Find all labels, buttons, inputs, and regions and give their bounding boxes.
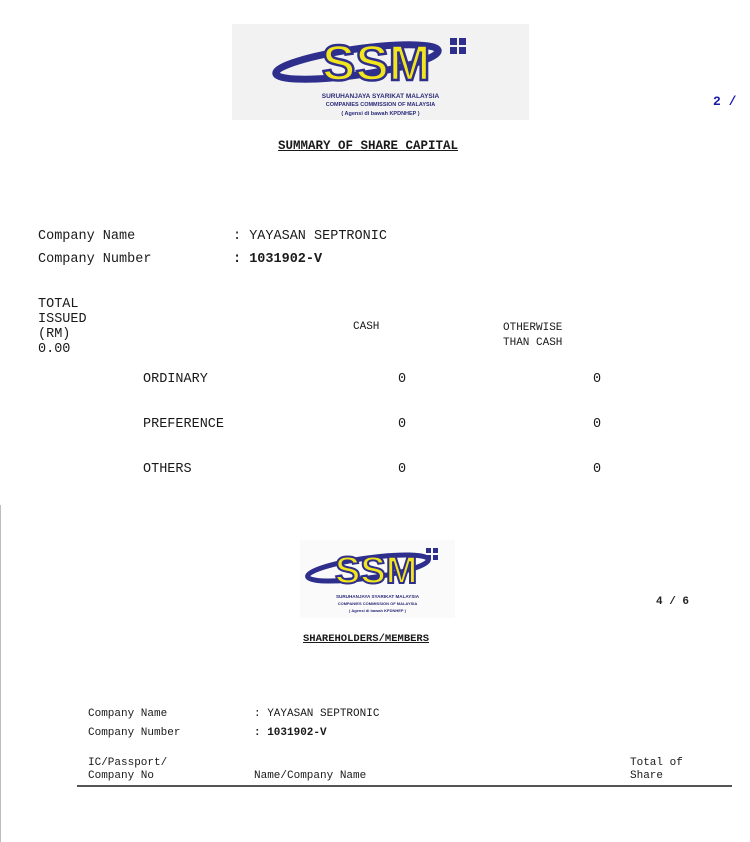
row-otherwise-ordinary: 0 (593, 372, 602, 387)
total-issued-line3: (RM) (38, 327, 71, 342)
company-number-label: Company Number (38, 252, 152, 267)
ssm-logo-page2 (300, 540, 455, 618)
section-title: SUMMARY OF SHARE CAPITAL (278, 139, 459, 153)
logo-line2-page2: COMPANIES COMMISSION OF MALAYSIA (337, 601, 418, 606)
ssm-logo (232, 24, 529, 120)
total-issued-line1: TOTAL (38, 297, 79, 312)
logo-line3-page2: ( Agensi di bawah KPDNHEP ) (349, 608, 406, 613)
total-issued-block (38, 297, 87, 357)
page-number-page2: 4 / 6 (656, 596, 690, 608)
ssm-mark-text: SSM (322, 35, 431, 91)
page-edge (0, 505, 1, 842)
otherwise-header (503, 321, 562, 351)
ssm-logo-mark (232, 24, 529, 94)
otherwise-header-line2: THAN CASH (503, 337, 563, 349)
total-issued-line2: ISSUED (38, 312, 87, 327)
company-number-value-page2: : 1031902-V (254, 727, 327, 739)
logo-line1: SURUHANJAYA SYARIKAT MALAYSIA (321, 93, 440, 100)
total-header-line2: Share (630, 770, 664, 782)
row-label-preference: PREFERENCE (143, 417, 225, 432)
page-number: 2 / (713, 94, 737, 109)
logo-line3: ( Agensi di bawah KPDNHEP ) (341, 111, 420, 117)
company-number-label-page2: Company Number (88, 727, 181, 739)
row-label-ordinary: ORDINARY (143, 372, 208, 387)
row-cash-ordinary: 0 (398, 372, 407, 387)
company-name-label-page2: Company Name (88, 708, 168, 720)
company-name-label: Company Name (38, 229, 136, 244)
row-otherwise-preference: 0 (593, 417, 602, 432)
row-cash-preference: 0 (398, 417, 407, 432)
cash-header: CASH (353, 321, 380, 333)
company-number-value: : 1031902-V (233, 252, 323, 267)
ic-column-header (88, 757, 167, 783)
row-label-others: OTHERS (143, 462, 192, 477)
logo-line1-page2: SURUHANJAYA SYARIKAT MALAYSIA (335, 594, 420, 599)
company-name-value-page2: : YAYASAN SEPTRONIC (254, 708, 380, 720)
logo-line2: COMPANIES COMMISSION OF MALAYSIA (325, 102, 436, 108)
section-title-page2: SHAREHOLDERS/MEMBERS (303, 633, 430, 645)
ssm-mark-text-page2: SSM (335, 550, 418, 592)
name-column-header: Name/Company Name (254, 770, 367, 782)
total-issued-value: 0.00 (38, 342, 71, 357)
total-header-line1: Total of (630, 757, 683, 769)
row-cash-others: 0 (398, 462, 407, 477)
ic-header-line2: Company No (88, 770, 155, 782)
row-otherwise-others: 0 (593, 462, 602, 477)
table-header-rule (77, 785, 732, 787)
total-column-header (630, 757, 683, 783)
otherwise-header-line1: OTHERWISE (503, 322, 563, 334)
ssm-logo-mark-page2 (300, 540, 455, 592)
company-name-value: : YAYASAN SEPTRONIC (233, 229, 387, 244)
ic-header-line1: IC/Passport/ (88, 757, 168, 769)
